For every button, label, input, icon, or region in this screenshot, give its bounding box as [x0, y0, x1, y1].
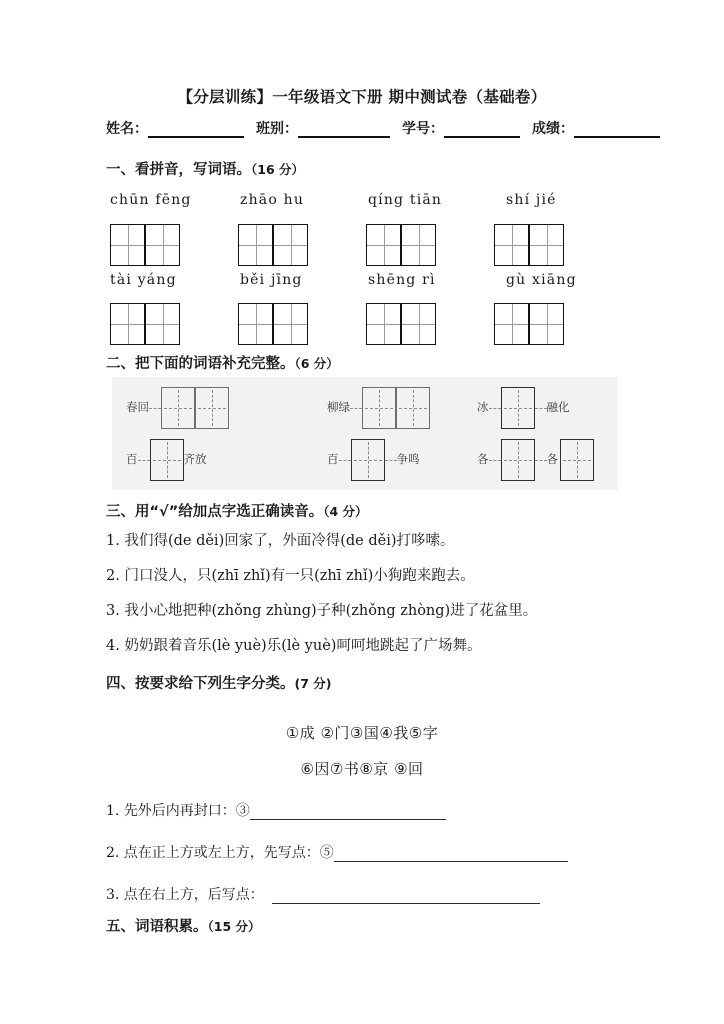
dash-connector — [489, 408, 501, 409]
tianzige-cell[interactable] — [529, 303, 564, 345]
score-label: 成绩： — [532, 121, 574, 137]
dash-connector — [339, 460, 351, 461]
section-5-title: 五、词语积累。 — [106, 919, 208, 935]
tianzige-cell[interactable] — [145, 224, 180, 266]
section-3-title: 三、用“√”给加点字选正确读音。 — [106, 504, 324, 520]
pinyin-label: gù xiāng — [506, 272, 577, 288]
number-field-group — [402, 118, 532, 138]
idiom-suffix-text: 融化 — [546, 400, 570, 415]
tianzige-group[interactable] — [366, 303, 436, 345]
mizige-cell[interactable] — [161, 387, 195, 429]
section-1-heading — [106, 158, 304, 179]
pinyin-label: zhāo hu — [240, 192, 305, 208]
dash-connector — [535, 408, 547, 409]
section-1-pinyin-row-2 — [0, 272, 724, 298]
tianzige-cell[interactable] — [494, 224, 529, 266]
dash-connector — [350, 408, 362, 409]
idiom-answer-boxes[interactable] — [501, 387, 535, 429]
section-4-answer-3-line[interactable] — [272, 891, 540, 904]
pinyin-label: shí jié — [506, 192, 557, 208]
tianzige-cell[interactable] — [401, 224, 436, 266]
section-3-question-3[interactable]: 3. 我小心地把种(zhǒng zhùng)子种(zhǒng zhòng)进了花盆里。 — [106, 603, 538, 619]
idiom-item — [126, 439, 207, 481]
section-3-question-2[interactable]: 2. 门口没人，只(zhī zhǐ)有一只(zhī zhǐ)小狗跑来跑去。 — [106, 568, 475, 584]
tianzige-cell[interactable] — [145, 303, 180, 345]
class-label: 班别： — [256, 121, 298, 137]
tianzige-group[interactable] — [110, 303, 180, 345]
section-2-idiom-panel — [112, 377, 618, 490]
tianzige-group[interactable] — [366, 224, 436, 266]
dash-connector — [535, 460, 547, 461]
class-input-line[interactable] — [298, 123, 390, 138]
pinyin-label: qíng tiān — [368, 192, 443, 208]
idiom-item — [126, 387, 229, 429]
tianzige-cell[interactable] — [110, 224, 145, 266]
idiom-prefix-text: 百 — [327, 452, 339, 467]
tianzige-cell[interactable] — [529, 224, 564, 266]
idiom-prefix-text: 各 — [477, 452, 489, 467]
number-input-line[interactable] — [444, 123, 520, 138]
page-title: 【分层训练】一年级语文下册 期中测试卷（基础卷） — [177, 88, 547, 106]
idiom-suffix-text: 各 — [546, 452, 558, 467]
section-4-char-line-2: ⑥因⑦书⑧京 ⑨回 — [300, 760, 424, 778]
idiom-prefix-text: 春回 — [126, 400, 149, 415]
idiom-answer-boxes[interactable] — [501, 439, 535, 481]
section-4-points: (7 分) — [294, 676, 332, 691]
tianzige-cell[interactable] — [401, 303, 436, 345]
dash-connector — [138, 460, 150, 461]
dash-connector — [149, 408, 161, 409]
section-1-title: 一、看拼音，写词语。 — [106, 162, 251, 178]
idiom-prefix-text: 柳绿 — [327, 400, 350, 415]
mizige-cell[interactable] — [396, 387, 430, 429]
idiom-answer-boxes[interactable] — [351, 439, 385, 481]
score-field-group — [532, 118, 660, 138]
pinyin-label: tài yáng — [110, 272, 177, 288]
idiom-item — [327, 439, 420, 481]
score-input-line[interactable] — [574, 123, 660, 138]
tianzige-cell[interactable] — [110, 303, 145, 345]
section-5-heading — [106, 915, 261, 936]
section-3-points: （4 分） — [323, 504, 368, 519]
section-4-heading — [106, 672, 331, 693]
class-field-group — [256, 118, 402, 138]
mizige-cell[interactable] — [362, 387, 396, 429]
number-label: 学号： — [402, 121, 444, 137]
mizige-cell[interactable] — [351, 439, 385, 481]
idiom-answer-boxes[interactable] — [362, 387, 430, 429]
name-label: 姓名： — [106, 121, 148, 137]
section-4-answer-3-label: 3. 点在右上方，后写点： — [106, 887, 264, 903]
section-4-title: 四、按要求给下列生字分类。 — [106, 676, 295, 692]
mizige-cell[interactable] — [501, 387, 535, 429]
section-4-char-line-1: ①成 ②门③国④我⑤字 — [285, 724, 439, 742]
tianzige-cell[interactable] — [273, 224, 308, 266]
section-2-points: （6 分） — [294, 356, 339, 371]
idiom-prefix-text: 冰 — [477, 400, 489, 415]
dash-connector — [385, 460, 397, 461]
mizige-cell[interactable] — [501, 439, 535, 481]
section-4-answer-1-label: 1. 先外后内再封口：③ — [106, 803, 250, 819]
tianzige-group[interactable] — [494, 224, 564, 266]
idiom-answer-boxes[interactable] — [150, 439, 184, 481]
section-1-pinyin-row-1 — [0, 192, 724, 218]
section-4-answer-3 — [106, 884, 540, 904]
section-3-question-4[interactable]: 4. 奶奶跟着音乐(lè yuè)乐(lè yuè)呵呵地跳起了广场舞。 — [106, 638, 482, 654]
idiom-item — [327, 387, 430, 429]
tianzige-cell[interactable] — [494, 303, 529, 345]
tianzige-group[interactable] — [110, 224, 180, 266]
student-info-row — [106, 118, 626, 138]
tianzige-group[interactable] — [238, 224, 308, 266]
idiom-suffix-text: 争鸣 — [396, 452, 420, 467]
idiom-item — [477, 439, 594, 481]
tianzige-cell[interactable] — [273, 303, 308, 345]
tianzige-cell[interactable] — [238, 224, 273, 266]
tianzige-cell[interactable] — [366, 224, 401, 266]
section-3-question-1[interactable]: 1. 我们得(de děi)回家了，外面冷得(de děi)打哆嗦。 — [106, 533, 455, 549]
idiom-answer-boxes[interactable] — [161, 387, 229, 429]
idiom-prefix-text: 百 — [126, 452, 138, 467]
section-5-points: （15 分） — [207, 919, 261, 934]
pinyin-label: shēng rì — [368, 272, 436, 288]
section-3-heading — [106, 500, 368, 521]
section-4-answer-2-line[interactable] — [334, 849, 568, 862]
idiom-item — [477, 387, 570, 429]
name-input-line[interactable] — [148, 123, 244, 138]
name-field-group — [106, 118, 256, 138]
mizige-cell[interactable] — [150, 439, 184, 481]
section-1-points: （16 分） — [251, 162, 304, 177]
mizige-cell[interactable] — [195, 387, 229, 429]
tianzige-cell[interactable] — [366, 303, 401, 345]
section-4-answer-2-label: 2. 点在正上方或左上方，先写点：⑤ — [106, 845, 334, 861]
dash-connector — [489, 460, 501, 461]
tianzige-group[interactable] — [238, 303, 308, 345]
idiom-suffix-text: 齐放 — [183, 452, 207, 467]
pinyin-label: běi jīng — [240, 272, 303, 288]
pinyin-label: chūn fēng — [110, 192, 192, 208]
section-2-heading — [106, 352, 339, 373]
tianzige-cell[interactable] — [238, 303, 273, 345]
section-4-answer-1 — [106, 800, 446, 820]
section-4-answer-2 — [106, 842, 568, 862]
section-2-title: 二、把下面的词语补充完整。 — [106, 356, 295, 372]
mizige-cell[interactable] — [560, 439, 594, 481]
section-4-answer-1-line[interactable] — [250, 807, 446, 820]
tianzige-group[interactable] — [494, 303, 564, 345]
